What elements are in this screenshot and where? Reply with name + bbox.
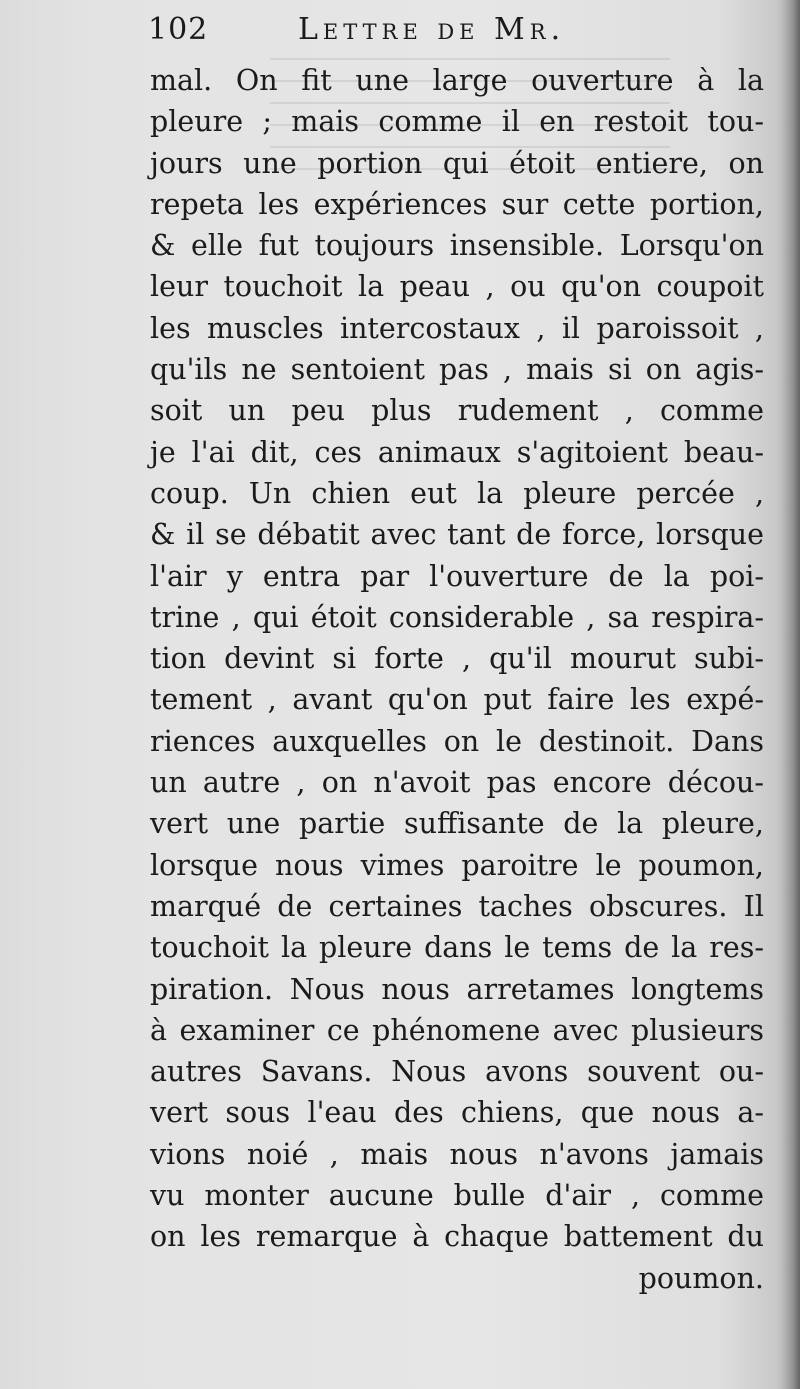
text-line: soit un peu plus rudement , comme: [150, 394, 764, 428]
text-line: je l'ai dit, ces animaux s'agitoient beau-: [150, 435, 764, 469]
text-line: qu'ils ne sentoient pas , mais si on agis-: [150, 353, 764, 387]
body-text: [150, 60, 764, 1299]
page-header: [148, 6, 688, 58]
text-line: les muscles intercostaux , il paroissoit ,: [150, 311, 764, 345]
text-line: tement , avant qu'on put faire les expé-: [150, 683, 764, 717]
text-line: vions noié , mais nous n'avons jamais: [150, 1137, 764, 1171]
text-line: touchoit la pleure dans le tems de la res-: [150, 931, 764, 965]
text-line: lorsque nous vimes paroitre le poumon,: [150, 848, 764, 882]
text-line: mal. On fit une large ouverture à la: [150, 64, 764, 97]
text-line: vert une partie suffisante de la pleure,: [150, 807, 764, 841]
text-line: à examiner ce phénomene avec plusieurs: [150, 1013, 764, 1047]
text-line: leur touchoit la peau , ou qu'on coupoit: [150, 270, 764, 304]
text-line: riences auxquelles on le destinoit. Dans: [150, 724, 764, 758]
text-line: jours une portion qui étoit entiere, on: [150, 146, 764, 180]
text-line: autres Savans. Nous avons souvent ou-: [150, 1055, 764, 1089]
text-line: pleure ; mais comme il en restoit tou-: [150, 105, 764, 139]
text-line: l'air y entra par l'ouverture de la poi-: [150, 559, 764, 593]
text-line: & elle fut toujours insensible. Lorsqu'on: [150, 229, 764, 263]
text-line: vert sous l'eau des chiens, que nous a-: [150, 1096, 764, 1130]
text-line: vu monter aucune bulle d'air , comme: [150, 1179, 764, 1213]
text-line: repeta les expériences sur cette portion,: [150, 187, 764, 221]
text-line: piration. Nous nous arretames longtems: [150, 972, 764, 1006]
text-line: & il se débatit avec tant de force, lorsque: [150, 518, 764, 552]
text-line: coup. Un chien eut la pleure percée ,: [150, 476, 764, 510]
text-line: on les remarque à chaque battement du: [150, 1220, 764, 1254]
text-line: tion devint si forte , qu'il mourut subi-: [150, 642, 764, 676]
text-line: marqué de certaines taches obscures. Il: [150, 889, 764, 923]
page-number: 102: [148, 12, 209, 47]
text-line: un autre , on n'avoit pas encore décou-: [150, 766, 764, 800]
text-line: poumon.: [638, 1261, 764, 1295]
running-head: Lettre de Mr.: [298, 12, 566, 47]
text-line: trine , qui étoit considerable , sa respira-: [150, 600, 764, 634]
page-edge-shadow: [782, 0, 800, 1389]
